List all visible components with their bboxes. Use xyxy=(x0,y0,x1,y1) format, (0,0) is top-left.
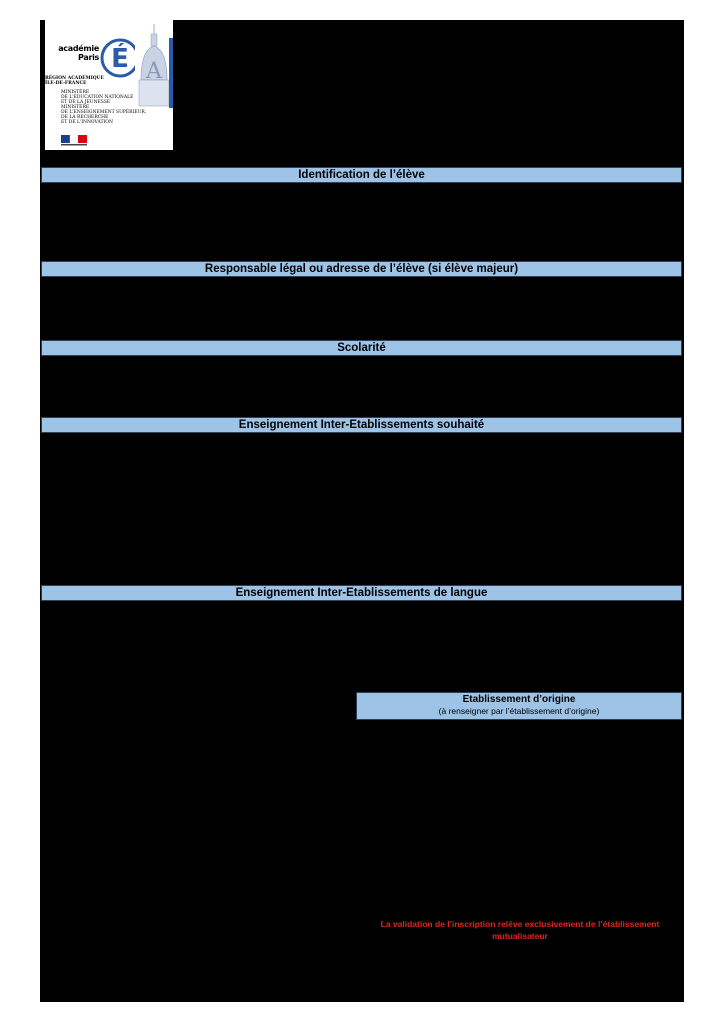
academie-city: Paris xyxy=(78,53,99,62)
region-line-2: ÎLE-DE-FRANCE xyxy=(45,81,87,86)
section-enseignement-langue: Enseignement Inter-Etablissements de langue xyxy=(41,585,682,601)
section-scolarite: Scolarité xyxy=(41,340,682,356)
ministry-line: DE L'ÉDUCATION NATIONALE xyxy=(61,95,134,100)
etablissement-origine-subtitle: (à renseigner par l’établissement d’origine) xyxy=(438,706,600,716)
section-enseignement-souhaite: Enseignement Inter-Etablissements souhaité xyxy=(41,417,682,433)
validation-notice: La validation de l’inscription relève exclusivement de l’établissement mutualisateur xyxy=(380,919,660,941)
academie-logo xyxy=(45,20,173,150)
ministry-line: ET DE L'INNOVATION xyxy=(61,120,113,125)
section-responsable: Responsable légal ou adresse de l’élève (si élève majeur) xyxy=(41,261,682,277)
svg-text:É: É xyxy=(111,44,129,74)
section-identification: Identification de l’élève xyxy=(41,167,682,183)
ministry-line: DE LA RECHERCHE xyxy=(61,115,109,120)
section-etablissement-origine xyxy=(356,692,682,720)
academie-label: académie xyxy=(58,44,99,53)
ministry-line: ET DE LA JEUNESSE xyxy=(61,100,111,105)
svg-text:A: A xyxy=(146,59,162,84)
etablissement-origine-title: Etablissement d’origine xyxy=(462,694,576,705)
ministry-line: MINISTÈRE xyxy=(61,105,90,110)
sorbonne-dome-icon xyxy=(135,20,173,108)
academie-name xyxy=(53,44,99,62)
region-label xyxy=(45,76,135,86)
ministry-line: MINISTÈRE xyxy=(61,90,90,95)
region-line-1: RÉGION ACADÉMIQUE xyxy=(45,76,104,81)
republic-flag-icon xyxy=(61,135,87,147)
ministry-line: DE L'ENSEIGNEMENT SUPÉRIEUR, xyxy=(61,110,147,115)
academie-e-icon xyxy=(100,38,140,78)
